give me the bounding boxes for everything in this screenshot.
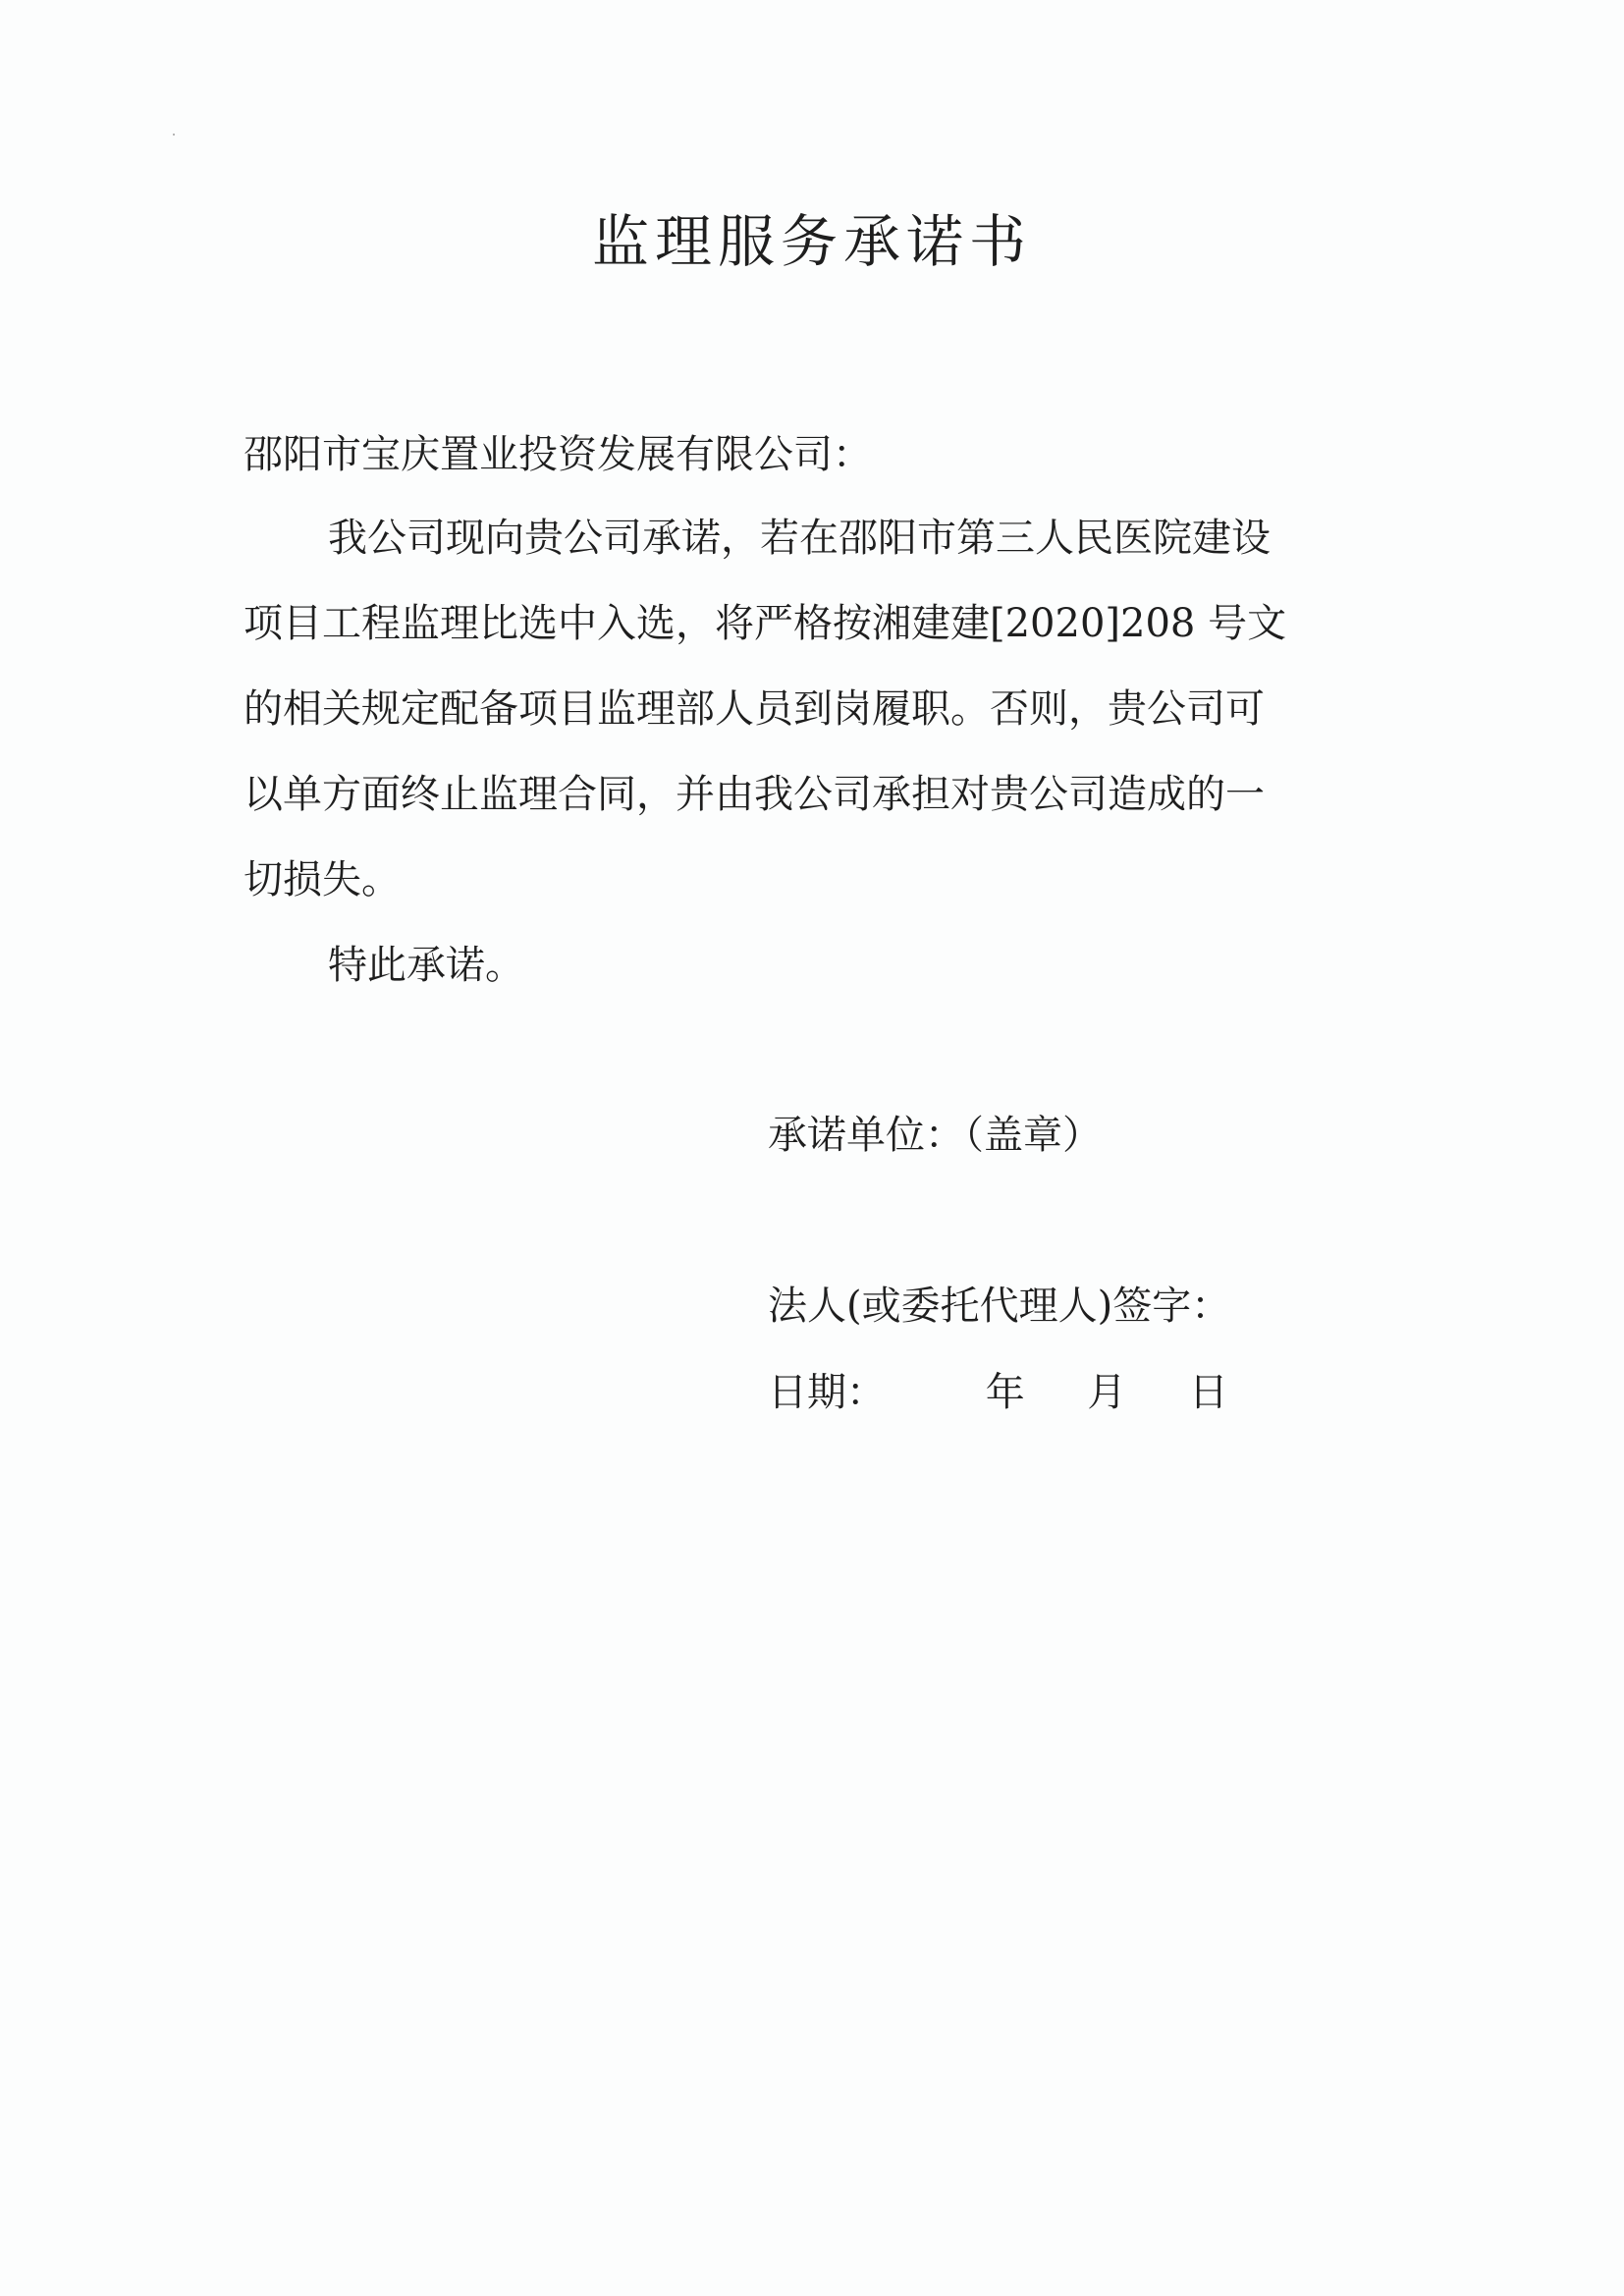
addressee: 邵阳市宝庆置业投资发展有限公司：: [244, 432, 872, 477]
signature-date: 日期： 年 月 日: [768, 1370, 1228, 1415]
closing-remark: 特此承诺。: [328, 943, 524, 988]
body-line-4: 以单方面终止监理合同，并由我公司承担对贵公司造成的一: [244, 772, 1265, 817]
body-line-1: 我公司现向贵公司承诺，若在邵阳市第三人民医院建设: [328, 516, 1271, 561]
scan-speck: [173, 134, 175, 136]
document-title: 监理服务承诺书: [591, 208, 1032, 275]
signature-representative: 法人(或委托代理人)签字：: [768, 1284, 1231, 1329]
body-line-3: 的相关规定配备项目监理部人员到岗履职。否则，贵公司可: [244, 686, 1265, 732]
signature-unit: 承诺单位：（盖章）: [768, 1113, 1102, 1158]
body-line-5: 切损失。: [244, 857, 401, 902]
body-line-2: 项目工程监理比选中入选，将严格按湘建建[2020]208 号文: [244, 601, 1287, 646]
